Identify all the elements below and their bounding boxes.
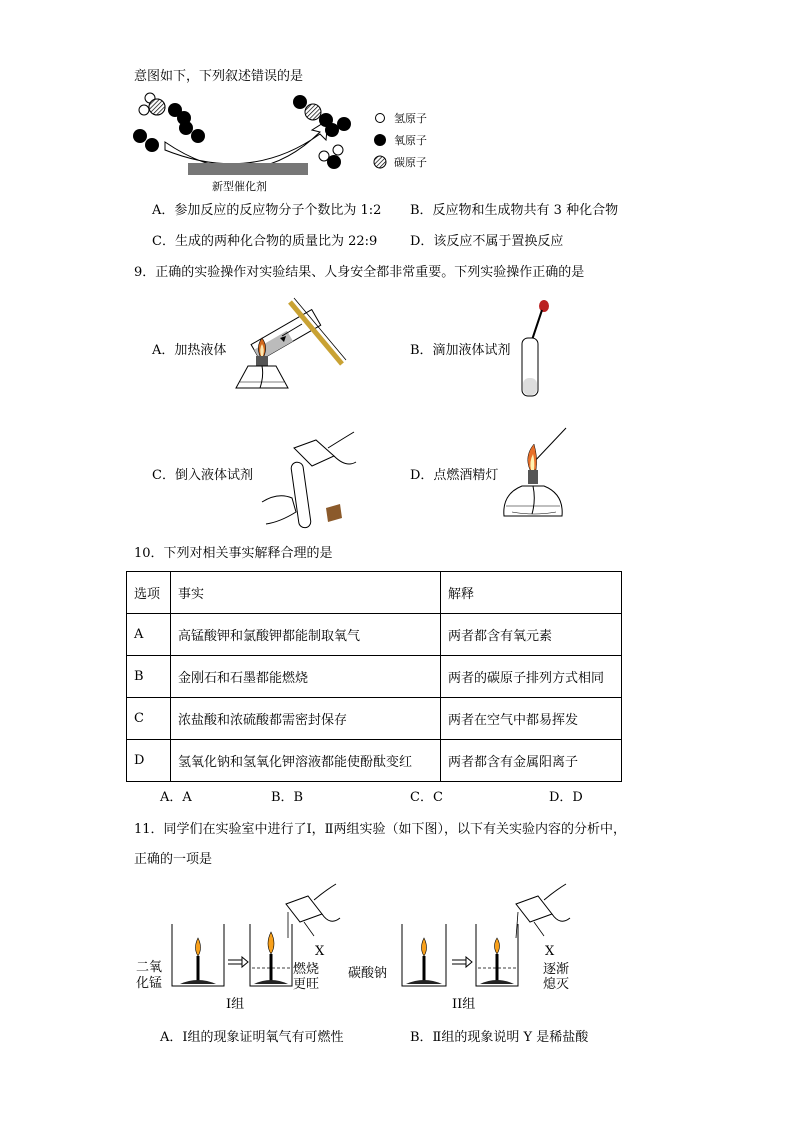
reactant-molecules (133, 93, 205, 152)
row-option: C (127, 698, 171, 740)
group1-solid-line2: 化锰 (136, 976, 163, 991)
q8-intro: 意图如下，下列叙述错误的是 (134, 69, 304, 84)
q11-stem-line2: 正确的一项是 (134, 852, 213, 867)
table-row (127, 614, 622, 656)
pouring-liquid-illustration (258, 428, 362, 532)
legend-oxygen: 氧原子 (394, 134, 427, 147)
q10-stem: 10．下列对相关事实解释合理的是 (134, 546, 333, 561)
lighting-lamp-illustration (498, 424, 578, 528)
legend-hydrogen: 氢原子 (394, 112, 427, 125)
test-tube-icon (290, 461, 311, 528)
catalyst-label: 新型催化剂 (212, 180, 267, 193)
group1-effect-line2: 更旺 (293, 977, 320, 992)
table-row (127, 656, 622, 698)
header-option: 选项 (127, 572, 171, 614)
bottle-stopper-icon (326, 504, 342, 522)
group2-caption: II组 (452, 997, 476, 1012)
legend-carbon: 碳原子 (394, 156, 427, 169)
q10-answer-a: A．A (160, 790, 192, 805)
q11-option-a: A．Ⅰ组的现象证明氧气有可燃性 (160, 1030, 344, 1045)
reagent-bottle-icon (286, 896, 322, 922)
row-option: A (127, 614, 171, 656)
q8-option-c: C．生成的两种化合物的质量比为 22:9 (152, 234, 378, 249)
row-option: B (127, 656, 171, 698)
row-fact: 金刚石和石墨都能燃烧 (171, 656, 441, 698)
group2-reagent: X (545, 944, 555, 959)
q9-stem: 9．正确的实验操作对实验结果、人身安全都非常重要。下列实验操作正确的是 (134, 265, 585, 280)
facts-table (126, 571, 622, 782)
legend (374, 111, 427, 169)
row-fact: 高锰酸钾和氯酸钾都能制取氧气 (171, 614, 441, 656)
heating-liquid-illustration (230, 296, 350, 406)
q9-option-a: A．加热液体 (152, 343, 227, 358)
group2-solid: 碳酸钠 (348, 966, 388, 981)
row-explanation: 两者的碳原子排列方式相同 (441, 656, 622, 698)
dropping-liquid-illustration (512, 298, 552, 402)
row-explanation: 两者在空气中都易挥发 (441, 698, 622, 740)
q8-option-a: A．参加反应的反应物分子个数比为 1:2 (152, 203, 382, 218)
group1-solid-line1: 二氧 (136, 960, 163, 975)
row-explanation: 两者都含有金属阳离子 (441, 740, 622, 782)
arrow-icon (466, 957, 472, 967)
q11-stem-line1: 11．同学们在实验室中进行了Ⅰ，Ⅱ两组实验（如下图），以下有关实验内容的分析中， (134, 822, 627, 837)
dropper-bulb-icon (539, 300, 549, 312)
q11-option-b: B．Ⅱ组的现象说明 Y 是稀盐酸 (410, 1030, 589, 1045)
table-header-row (127, 572, 622, 614)
q9-option-b: B．滴加液体试剂 (410, 343, 511, 358)
q9-option-d: D．点燃酒精灯 (410, 468, 499, 483)
group2-effect-line1: 逐渐 (543, 962, 570, 977)
catalyst-bar (188, 163, 308, 175)
arrow-icon (242, 957, 248, 967)
row-fact: 浓盐酸和浓硫酸都需密封保存 (171, 698, 441, 740)
row-fact: 氢氧化钠和氢氧化钾溶液都能使酚酞变红 (171, 740, 441, 782)
row-explanation: 两者都含有氧元素 (441, 614, 622, 656)
group1-reagent: X (315, 944, 325, 959)
q8-option-d: D．该反应不属于置换反应 (410, 234, 564, 249)
q9-option-c: C．倒入液体试剂 (152, 468, 253, 483)
table-row (127, 740, 622, 782)
header-fact: 事实 (171, 572, 441, 614)
q8-reaction-diagram (130, 90, 440, 195)
q8-option-b: B．反应物和生成物共有 3 种化合物 (410, 203, 619, 218)
group2-effect-line2: 熄灭 (543, 977, 570, 992)
group1-effect-line1: 燃烧 (293, 962, 320, 977)
table-row (127, 698, 622, 740)
q10-answer-b: B．B (271, 790, 304, 805)
reagent-bottle-icon (516, 896, 552, 922)
group1-caption: I组 (226, 997, 245, 1012)
q10-answer-d: D．D (549, 790, 583, 805)
row-option: D (127, 740, 171, 782)
header-explanation: 解释 (441, 572, 622, 614)
q10-answer-c: C．C (410, 790, 443, 805)
